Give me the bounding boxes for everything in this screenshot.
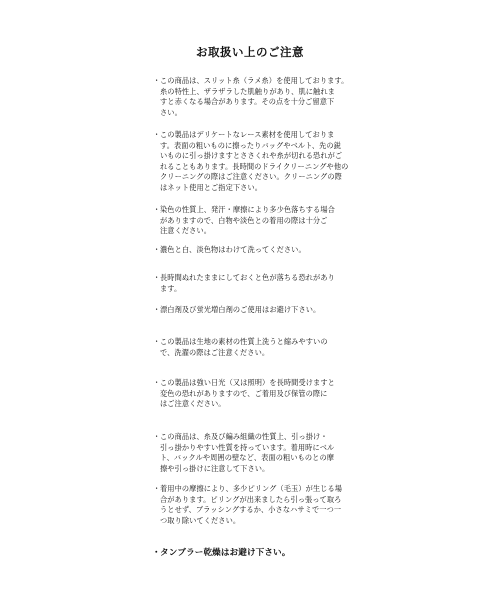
care-item-text: 長時間ぬれたままにしておくと色が落ちる恐れがあり ます。 (160, 273, 335, 293)
care-item-text: この製品は強い日光（又は照明）を長時間受けますと 変色の恐れがありますので、ご着用及び保管の際に はご注意ください。 (160, 378, 335, 409)
care-item-text: 濃色と白、淡色物はわけて洗ってください。 (160, 245, 306, 254)
care-item-text: この商品は、スリット糸（ラメ糸）を使用しております。 糸の特性上、ザラザラした肌触りがあり、肌に触れま すと赤くなる場合があります。その点を十分ご留意下 さい。 (160, 76, 349, 117)
bullet: ・ (153, 130, 161, 139)
bullet: ・ (153, 305, 161, 314)
care-item-text: 着用中の摩擦により、多少ピリング（毛玉）が生じる場 合があります。ピリングが出来ましたら引っ張って取ろ うとせず、ブラッシングするか、小さなハサミで一つ一 つ取り除いてください。 (160, 484, 343, 525)
care-item-11 (152, 547, 378, 559)
care-item-9 (153, 432, 378, 474)
care-item-2 (153, 130, 378, 194)
bullet: ・ (153, 205, 161, 214)
care-item-text: 漂白剤及び蛍光増白剤のご使用はお避け下さい。 (160, 305, 321, 314)
care-item-5 (153, 273, 378, 294)
bullet: ・ (153, 76, 161, 85)
care-item-10 (153, 484, 378, 526)
care-item-8 (153, 378, 378, 410)
bullet: ・ (153, 245, 161, 254)
care-item-7 (153, 337, 378, 358)
care-item-text: 染色の性質上、発汗・摩擦により多少色落ちする場合 がありますので、白物や淡色との着用の際は十分ご 注意ください。 (160, 205, 335, 236)
bullet: ・ (153, 337, 161, 346)
care-item-text: タンブラー乾燥はお避け下さい。 (160, 548, 291, 558)
page-title: お取扱い上のご注意 (196, 45, 304, 59)
care-item-3 (153, 205, 378, 237)
care-item-text: この商品は、糸及び編み組織の性質上、引っ掛け・ 引っ掛かりやすい性質を持っています。着用時にベル ト、バックルや周囲の壁など、表面の粗いものとの摩 擦や引っ掛けに注意して下さい。 (160, 432, 335, 473)
bullet: ・ (152, 548, 161, 558)
bullet: ・ (153, 432, 161, 441)
care-item-6 (153, 305, 378, 316)
bullet: ・ (153, 273, 161, 282)
bullet: ・ (153, 378, 161, 387)
care-item-text: この製品はデリケートなレース素材を使用しておりま す。表面の粗いものに擦ったりバッグやベルト、先の鋭 いものに引っ掛けますとささくれや糸が切れる恐れがご れることもあります。長時間のドライクリーニングや他の クリーニングの際はご注意ください。クリーニングの際 はネット使用とご指定下さい。 (160, 130, 349, 192)
care-item-4 (153, 245, 378, 256)
bullet: ・ (153, 484, 161, 493)
care-item-1 (153, 76, 378, 118)
care-item-text: この製品は生地の素材の性質上洗うと縮みやすいの で、洗濯の際はご注意ください。 (160, 337, 328, 357)
